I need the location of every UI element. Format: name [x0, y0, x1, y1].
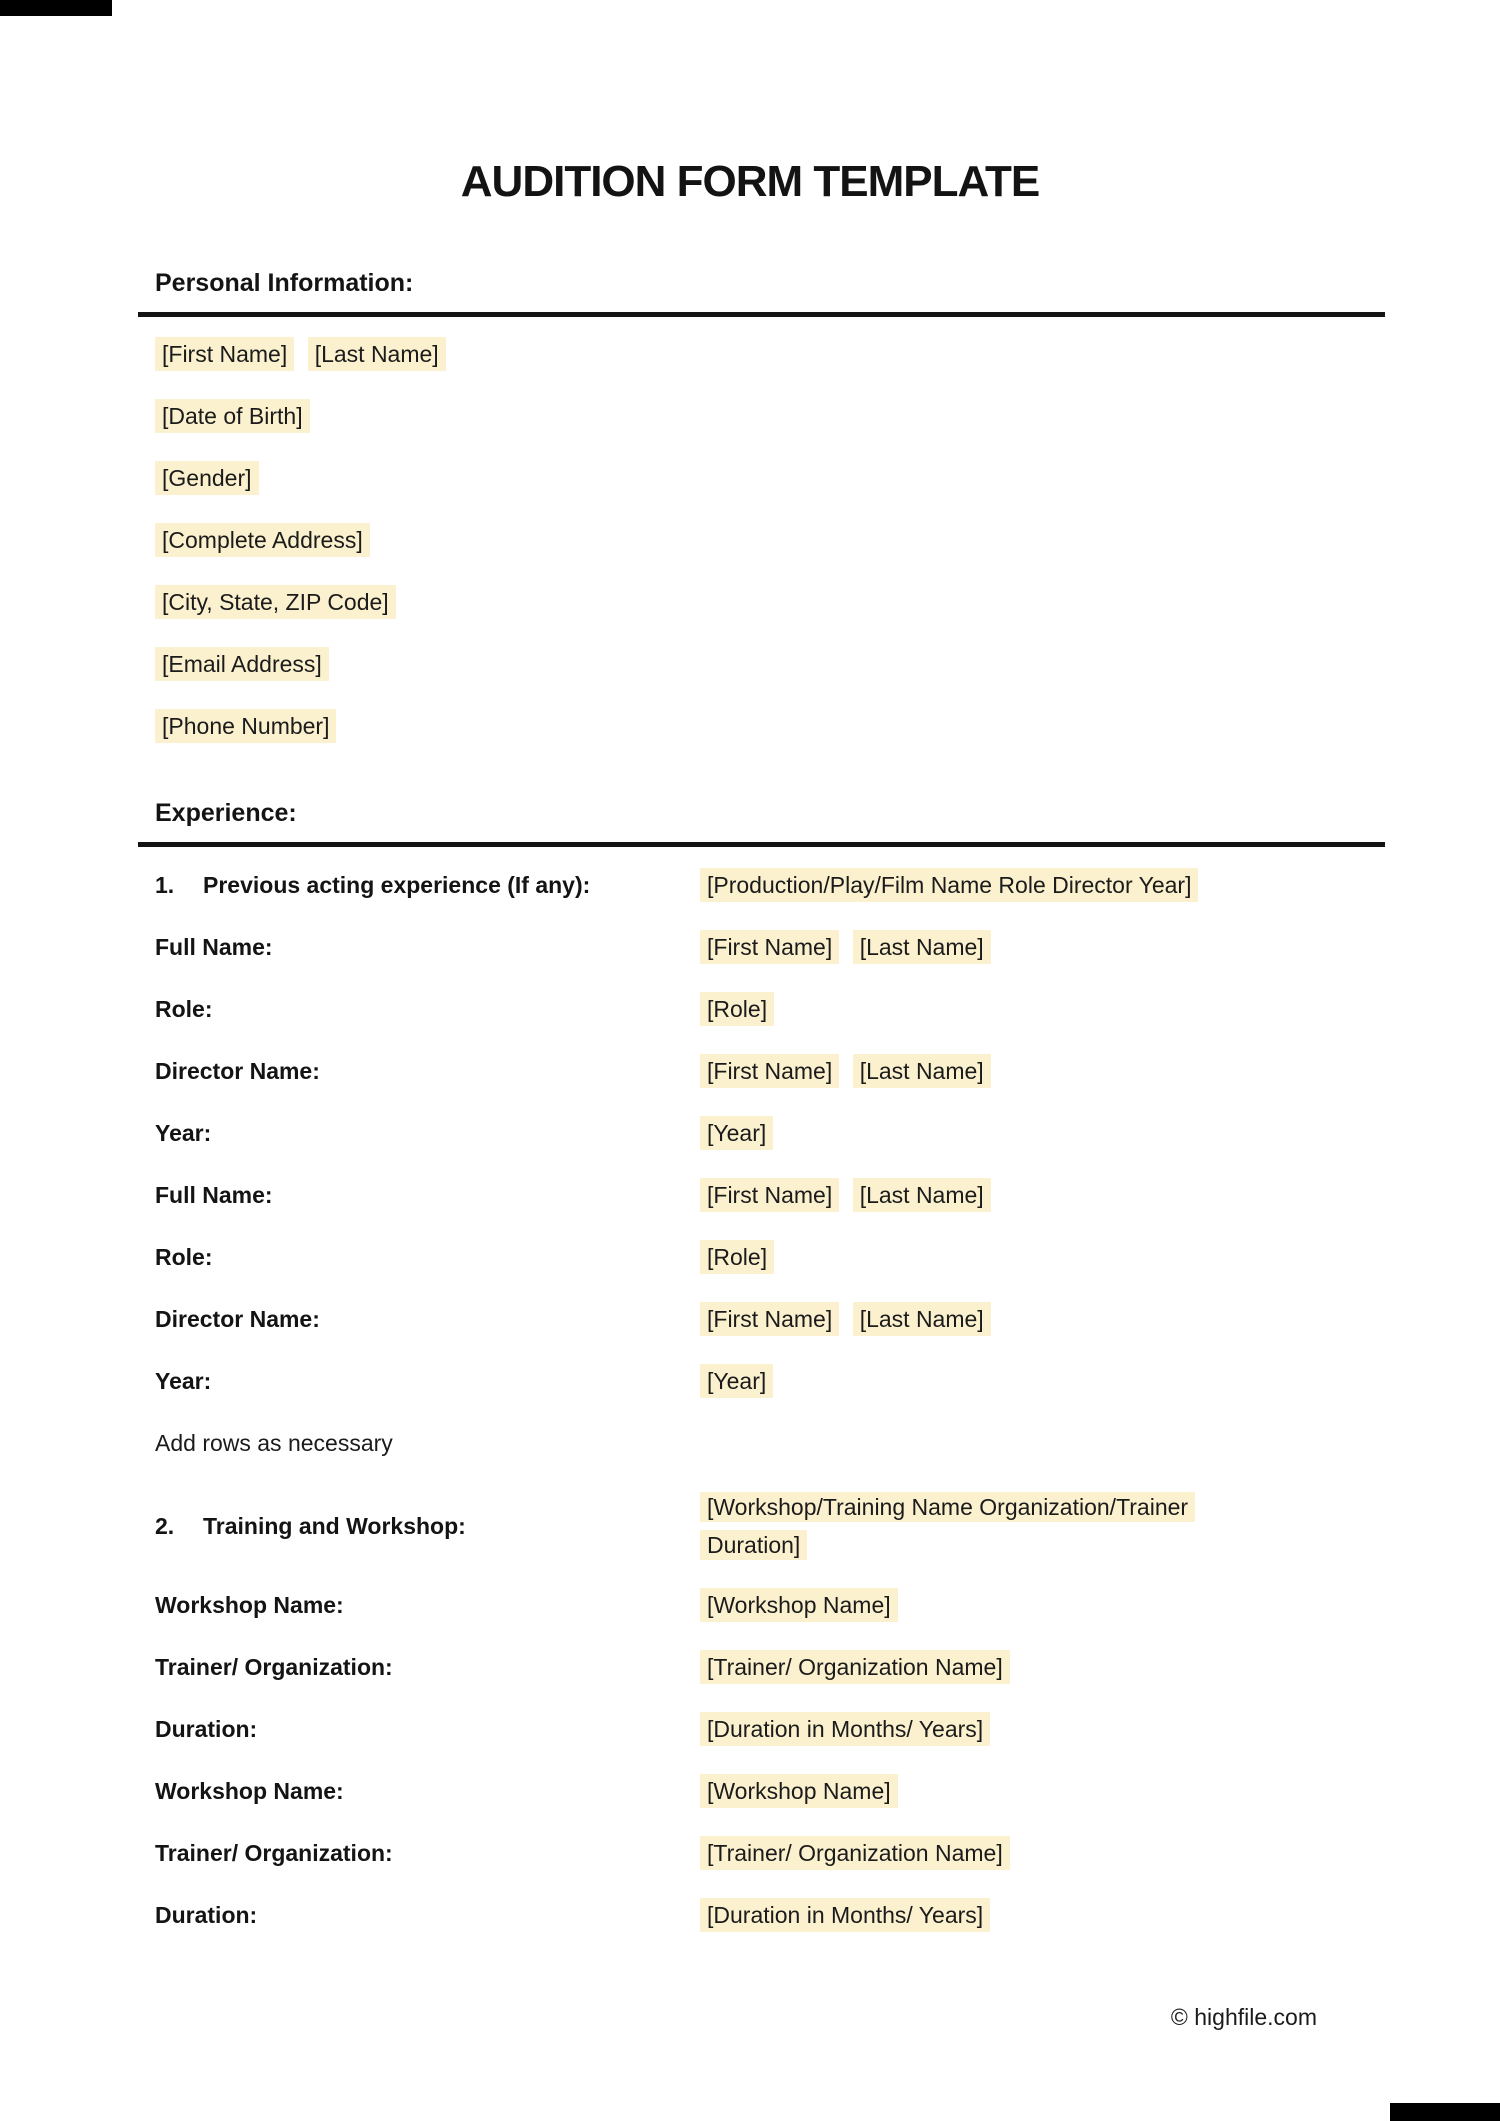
placeholder-first-name[interactable]: [First Name]	[700, 930, 839, 964]
row-year	[138, 1364, 1385, 1398]
field-complete-address	[138, 523, 1385, 557]
field-label: Trainer/ Organization:	[155, 1840, 393, 1866]
page-title: AUDITION FORM TEMPLATE	[460, 157, 1040, 206]
field-phone-number	[138, 709, 1385, 743]
placeholder-first-name[interactable]: [First Name]	[155, 337, 294, 371]
field-name	[138, 337, 1385, 371]
field-value	[700, 1712, 1385, 1746]
field-label: Director Name:	[155, 1058, 320, 1084]
label-text: Previous acting experience (If any):	[203, 872, 591, 898]
field-label: Year:	[155, 1120, 212, 1146]
placeholder-phone-number[interactable]: [Phone Number]	[155, 709, 336, 743]
field-value	[700, 1116, 1385, 1150]
placeholder-trainer-organization[interactable]: [Trainer/ Organization Name]	[700, 1650, 1010, 1684]
row-duration	[138, 1898, 1385, 1932]
field-gender	[138, 461, 1385, 495]
row-trainer-organization	[138, 1836, 1385, 1870]
field-value	[700, 1302, 1385, 1336]
field-label: Workshop Name:	[155, 1592, 344, 1618]
field-value	[700, 1240, 1385, 1274]
document-body	[138, 0, 1385, 1960]
field-value	[700, 1650, 1385, 1684]
placeholder-year[interactable]: [Year]	[700, 1116, 773, 1150]
field-value	[700, 992, 1385, 1026]
field-email-address	[138, 647, 1385, 681]
placeholder-workshop-training[interactable]: [Workshop/Training Name Organization/Trainer Duration]	[700, 1492, 1195, 1560]
placeholder-gender[interactable]: [Gender]	[155, 461, 259, 495]
field-label: Director Name:	[155, 1306, 320, 1332]
placeholder-first-name[interactable]: [First Name]	[700, 1178, 839, 1212]
row-director-name	[138, 1302, 1385, 1336]
row-full-name	[138, 1178, 1385, 1212]
row-role	[138, 1240, 1385, 1274]
footer-branding: © highfile.com	[1170, 2004, 1317, 2030]
row-year	[138, 1116, 1385, 1150]
placeholder-duration[interactable]: [Duration in Months/ Years]	[700, 1898, 990, 1932]
section-rule	[138, 312, 1385, 317]
field-label: Full Name:	[155, 934, 273, 960]
field-value	[700, 1178, 1385, 1212]
placeholder-role[interactable]: [Role]	[700, 992, 774, 1026]
placeholder-trainer-organization[interactable]: [Trainer/ Organization Name]	[700, 1836, 1010, 1870]
placeholder-date-of-birth[interactable]: [Date of Birth]	[155, 399, 310, 433]
row-workshop-name	[138, 1588, 1385, 1622]
section-rule	[138, 842, 1385, 847]
placeholder-email-address[interactable]: [Email Address]	[155, 647, 329, 681]
placeholder-first-name[interactable]: [First Name]	[700, 1302, 839, 1336]
field-label: Full Name:	[155, 1182, 273, 1208]
field-value	[700, 1836, 1385, 1870]
placeholder-complete-address[interactable]: [Complete Address]	[155, 523, 370, 557]
placeholder-last-name[interactable]: [Last Name]	[853, 1178, 991, 1212]
placeholder-year[interactable]: [Year]	[700, 1364, 773, 1398]
field-label: Role:	[155, 996, 213, 1022]
placeholder-duration[interactable]: [Duration in Months/ Years]	[700, 1712, 990, 1746]
field-value	[700, 1898, 1385, 1932]
crop-mark-top-left	[0, 0, 112, 16]
note-add-rows: Add rows as necessary	[155, 1430, 393, 1456]
label-text: Training and Workshop:	[203, 1513, 466, 1539]
field-city-state-zip	[138, 585, 1385, 619]
field-date-of-birth	[138, 399, 1385, 433]
row-workshop-name	[138, 1774, 1385, 1808]
field-value	[700, 1774, 1385, 1808]
row-full-name	[138, 930, 1385, 964]
placeholder-last-name[interactable]: [Last Name]	[853, 1302, 991, 1336]
field-label	[138, 1509, 700, 1543]
row-role	[138, 992, 1385, 1026]
field-label: Duration:	[155, 1902, 258, 1928]
field-value	[700, 930, 1385, 964]
field-label: Duration:	[155, 1716, 258, 1742]
row-duration	[138, 1712, 1385, 1746]
field-label	[138, 868, 700, 902]
field-value	[700, 1364, 1385, 1398]
placeholder-last-name[interactable]: [Last Name]	[853, 930, 991, 964]
placeholder-workshop-name[interactable]: [Workshop Name]	[700, 1588, 898, 1622]
field-label: Trainer/ Organization:	[155, 1654, 393, 1680]
section-heading-personal-information: Personal Information:	[155, 269, 414, 297]
row-previous-acting-experience	[138, 868, 1385, 902]
section-heading-experience: Experience:	[155, 799, 297, 827]
list-number: 1.	[155, 872, 175, 898]
row-trainer-organization	[138, 1650, 1385, 1684]
experience-rows	[138, 868, 1385, 1932]
field-value	[700, 1054, 1385, 1088]
field-label: Role:	[155, 1244, 213, 1270]
placeholder-production-play-film[interactable]: [Production/Play/Film Name Role Director Year]	[700, 868, 1198, 902]
crop-mark-bottom-right	[1390, 2103, 1500, 2121]
field-value	[700, 868, 1385, 902]
row-training-and-workshop	[138, 1488, 1385, 1564]
field-value	[700, 1488, 1280, 1564]
list-number: 2.	[155, 1513, 175, 1539]
field-label: Workshop Name:	[155, 1778, 344, 1804]
placeholder-city-state-zip[interactable]: [City, State, ZIP Code]	[155, 585, 396, 619]
placeholder-last-name[interactable]: [Last Name]	[308, 337, 446, 371]
field-label: Year:	[155, 1368, 212, 1394]
placeholder-last-name[interactable]: [Last Name]	[853, 1054, 991, 1088]
placeholder-first-name[interactable]: [First Name]	[700, 1054, 839, 1088]
placeholder-role[interactable]: [Role]	[700, 1240, 774, 1274]
row-director-name	[138, 1054, 1385, 1088]
personal-info-fields	[138, 337, 1385, 743]
placeholder-workshop-name[interactable]: [Workshop Name]	[700, 1774, 898, 1808]
field-value	[700, 1588, 1385, 1622]
